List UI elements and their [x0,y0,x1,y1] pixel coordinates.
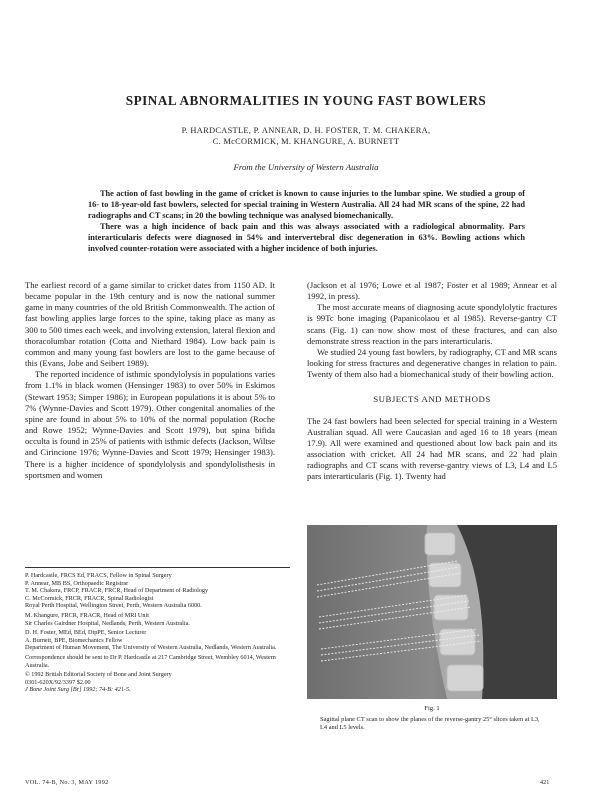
figure-label: Fig. 1 [424,705,440,712]
author-list [0,125,612,147]
footnote-line: Royal Perth Hospital, Wellington Street, Perth, Western Australia 6000. [25,602,202,610]
footnote-line: Correspondence should be sent to Dr P. Hardcastle at 217 Cambridge Street, Wembley 6014, Western Australia. [25,653,276,669]
intro-paragraph-3: The most accurate means of diagnosing acute spondylolytic fractures is 99Tc bone imaging (Papanicolaou et al 1985). Reverse-gantry CT scans (Fig. 1) can now show most of these fractures, and can also demonstrate stress reaction in the pars interarticularis. [307,302,557,346]
author-line-2: C. McCORMICK, M. KHANGURE, A. BURNETT [212,137,400,146]
intro-paragraph-1: The earliest record of a game similar to cricket dates from 1150 AD. It became popular in the 19th century and is now the national summer game in many countries of the old British Commonwealth. The action of fast bowling applies large forces to the spine, taking place as many as 300 to 500 times each week, and involving extension, lateral flexion and thoracolumbar rotation (Cotta and Niethard 1984). Low back pain is common and many young fast bowlers are lost to the game because of this (Evans, Jobe and Seibert 1989). [25,280,275,369]
citation-line: J Bone Joint Surg [Br] 1992; 74-B: 421-5. [25,686,131,694]
footnote-line: A. Burnett, BPE, Biomechanics Fellow [25,636,123,644]
abstract-paragraph-1: The action of fast bowling in the game of cricket is known to cause injuries to the lumbar spine. We studied a group of 16- to 18-year-old fast bowlers, selected for special training in Western Australia. All 24 had MR scans of the spine, 22 had radiographs and CT scans; in 20 the bowling technique was analysed biomechanically. [88,189,525,220]
figure-caption: Sagittal plane CT scan to show the planes of the reverse-gantry 25° slices taken at L3, L4 and L5 levels. [320,716,540,731]
issn-line: 0301-620X/92/3397 $2.00 [25,678,91,686]
journal-volume: VOL. 74-B, No. 3, MAY 1992 [25,779,109,786]
affiliation: From the University of Western Australia [233,162,379,172]
intro-continuation: (Jackson et al 1976; Lowe et al 1987; Foster et al 1989; Annear et al 1992, in press). [307,280,557,302]
page-number: 421 [540,779,550,786]
footnote-line: D. H. Foster, MEd, BEd, DipPE, Senior Lecturer [25,629,147,637]
footnote-line: P. Annear, MB BS, Orthopaedic Registrar [25,579,129,587]
footnote-line: T. M. Chakera, FRCP, FRACR, FRCR, Head of Department of Radiology [25,587,209,595]
methods-paragraph: The 24 fast bowlers had been selected for special training in a Western Australian squad. All were Caucasian and aged 16 to 18 years (mean 17.9). All were examined and questioned about low back pain and its association with cricket. All 24 had MR scans, and 22 had plain radiographs and CT scans with reverse-gantry views of L3, L4 and L5 pars interarticularis (Fig. 1). Twenty had [307,415,557,482]
abstract [88,188,525,254]
ct-scan-image [307,525,557,699]
footnote-divider [25,567,290,568]
right-column [307,280,557,483]
author-line-1: P. HARDCASTLE, P. ANNEAR, D. H. FOSTER, T. M. CHAKERA, [181,126,431,135]
section-heading-methods: SUBJECTS AND METHODS [373,394,491,405]
footnote-line: Sir Charles Gairdner Hospital, Nedlands, Perth, Western Australia. [25,619,190,627]
article-title: SPINAL ABNORMALITIES IN YOUNG FAST BOWLERS [125,93,487,108]
footnotes [25,572,293,694]
footnote-line: Department of Human Movement, The University of Western Australia, Nedlands, Western Australia. [25,644,277,652]
left-column [25,280,275,481]
footnote-line: P. Hardcastle, FRCS Ed, FRACS, Fellow in Spinal Surgery [25,572,172,579]
ct-scan-figure [307,525,557,699]
abstract-paragraph-2: There was a high incidence of back pain and this was always associated with a radiological abnormality. Pars interarticularis defects were diagnosed in 54% and intervertebral disc degeneration in 63%. Bowling actions which involved counter-rotation were associated with a higher incidence of both injuries. [88,222,525,253]
footnote-line: C. McCormick, FRCR, FRACR, Spinal Radiologist [25,594,154,602]
copyright-line: © 1992 British Editorial Society of Bone and Joint Surgery [25,671,172,679]
intro-paragraph-2: The reported incidence of isthmic spondylolysis in populations varies from 1.1% in black women (Hensinger 1983) to over 50% in Eskimos (Stewart 1953; Simper 1986); in European populations it is about 5% to 7% (Wynne-Davies and Scott 1979). Other congenital anomalies of the spine are found in about 5% to 10% of the normal population (Roche and Rowe 1952; Wynne-Davies and Scott 1979), but spina bifida occulta is found in 25% of patients with isthmic defects (Jackson, Wiltse and Cirincione 1976; Wynne-Davies and Scott 1979; Hensinger 1983). There is a higher incidence of spondylolysis and spondylolisthesis in sportsmen and women [25,369,275,480]
footnote-line: M. Khangure, FRCR, FRACR, Head of MRI Unit [25,611,149,619]
intro-paragraph-4: We studied 24 young fast bowlers, by radiography, CT and MR scans looking for stress fractures and degenerative changes in relation to pain. Twenty of them also had a biomechanical study of their bowling action. [307,346,557,380]
